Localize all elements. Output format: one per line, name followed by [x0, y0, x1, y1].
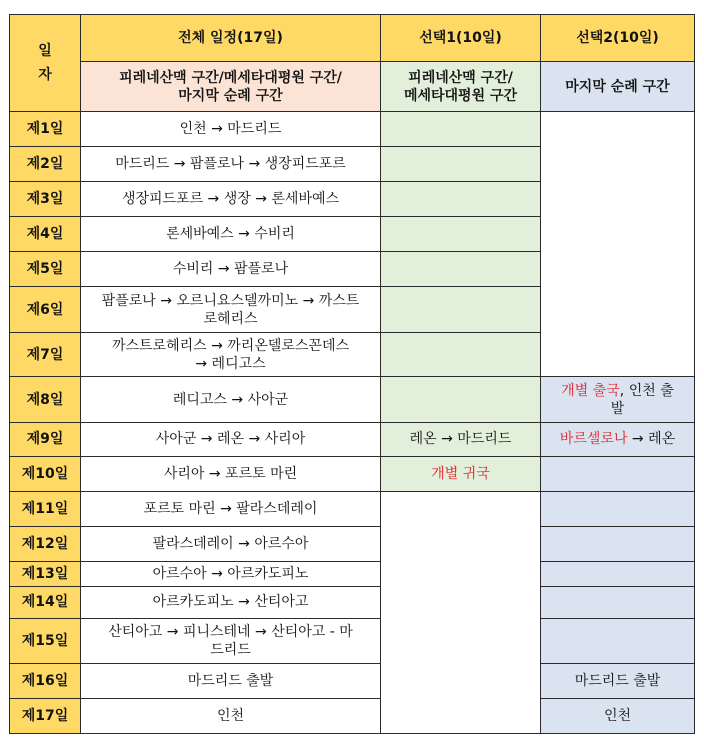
option2-cell — [541, 526, 695, 561]
option2-cell — [541, 491, 695, 526]
schedule-table — [9, 14, 695, 734]
route-cell: 수비리 → 팜플로나 — [81, 252, 381, 287]
route-cell: 사리아 → 포르토 마린 — [81, 456, 381, 491]
table-row — [10, 618, 695, 663]
total-schedule-header: 전체 일정(17일) — [81, 15, 381, 62]
route-cell: 사아군 → 레온 → 사리아 — [81, 422, 381, 456]
route-cell: 포르토 마린 → 팔라스데레이 — [81, 491, 381, 526]
day-label: 제4일 — [10, 217, 81, 252]
day-label: 제2일 — [10, 147, 81, 182]
option2-cell — [541, 618, 695, 663]
route-cell: 산티아고 → 피니스테네 → 산티아고 - 마 드리드 — [81, 618, 381, 663]
option1-cell — [381, 333, 541, 377]
day-label: 제11일 — [10, 491, 81, 526]
total-schedule-subheader: 피레네산맥 구간/메세타대평원 구간/ 마지막 순례 구간 — [81, 62, 381, 112]
route-cell: 인천 — [81, 698, 381, 733]
day-label: 제15일 — [10, 618, 81, 663]
table-row — [10, 456, 695, 491]
route-cell: 팔라스데레이 → 아르수아 — [81, 526, 381, 561]
day-label: 제1일 — [10, 112, 81, 147]
day-label: 제8일 — [10, 377, 81, 422]
option2-day9-text: → 레온 — [627, 431, 676, 448]
option1-cell — [381, 252, 541, 287]
day-label: 제5일 — [10, 252, 81, 287]
option2-day17-cell: 인천 — [541, 698, 695, 733]
day-label: 제13일 — [10, 561, 81, 586]
route-cell: 팜플로나 → 오르니요스델까미노 → 까스트 로헤리스 — [81, 287, 381, 333]
option1-day9-cell: 레온 → 마드리드 — [381, 422, 541, 456]
option2-subheader: 마지막 순례 구간 — [541, 62, 695, 112]
option1-cell — [381, 147, 541, 182]
option1-day10-cell: 개별 귀국 — [381, 456, 541, 491]
route-cell: 인천 → 마드리드 — [81, 112, 381, 147]
day-label: 제3일 — [10, 182, 81, 217]
day-column-header-text: 일 자 — [38, 43, 52, 84]
table-row — [10, 561, 695, 586]
route-cell: 마드리드 출발 — [81, 663, 381, 698]
option1-cell — [381, 182, 541, 217]
day-label: 제12일 — [10, 526, 81, 561]
option2-day16-cell: 마드리드 출발 — [541, 663, 695, 698]
day-label: 제7일 — [10, 333, 81, 377]
option1-cell — [381, 112, 541, 147]
option1-cell — [381, 287, 541, 333]
table-row — [10, 491, 695, 526]
option2-day9-red-text: 바르셀로나 — [559, 431, 628, 448]
day-label: 제16일 — [10, 663, 81, 698]
day-column-header — [10, 15, 81, 112]
table-row — [10, 698, 695, 733]
table-row — [10, 526, 695, 561]
option2-header: 선택2(10일) — [541, 15, 695, 62]
route-cell: 생장피드포르 → 생장 → 론세바예스 — [81, 182, 381, 217]
route-cell: 아르카도피노 → 산티아고 — [81, 586, 381, 618]
day-label: 제14일 — [10, 586, 81, 618]
option1-cell — [381, 377, 541, 422]
option2-cell — [541, 586, 695, 618]
option2-day9-cell — [541, 422, 695, 456]
route-cell: 까스트로헤리스 → 까리온델로스꼰데스 → 레디고스 — [81, 333, 381, 377]
day-label: 제9일 — [10, 422, 81, 456]
day-label: 제10일 — [10, 456, 81, 491]
option2-cell — [541, 561, 695, 586]
option2-empty-block — [541, 112, 695, 377]
option1-header: 선택1(10일) — [381, 15, 541, 62]
table-row — [10, 422, 695, 456]
table-row — [10, 586, 695, 618]
table-row — [10, 112, 695, 147]
option1-cell — [381, 217, 541, 252]
option2-day8-cell — [541, 377, 695, 422]
option2-cell — [541, 456, 695, 491]
table-row — [10, 663, 695, 698]
route-cell: 아르수아 → 아르카도피노 — [81, 561, 381, 586]
table-row — [10, 377, 695, 422]
option1-empty-block — [381, 491, 541, 733]
option2-day8-red-text: 개별 출국 — [561, 382, 620, 399]
option1-subheader: 피레네산맥 구간/ 메세타대평원 구간 — [381, 62, 541, 112]
option2-day8-text: , 인천 출 발 — [610, 382, 674, 417]
day-label: 제17일 — [10, 698, 81, 733]
day-label: 제6일 — [10, 287, 81, 333]
route-cell: 마드리드 → 팜플로나 → 생장피드포르 — [81, 147, 381, 182]
route-cell: 론세바예스 → 수비리 — [81, 217, 381, 252]
route-cell: 레디고스 → 사아군 — [81, 377, 381, 422]
